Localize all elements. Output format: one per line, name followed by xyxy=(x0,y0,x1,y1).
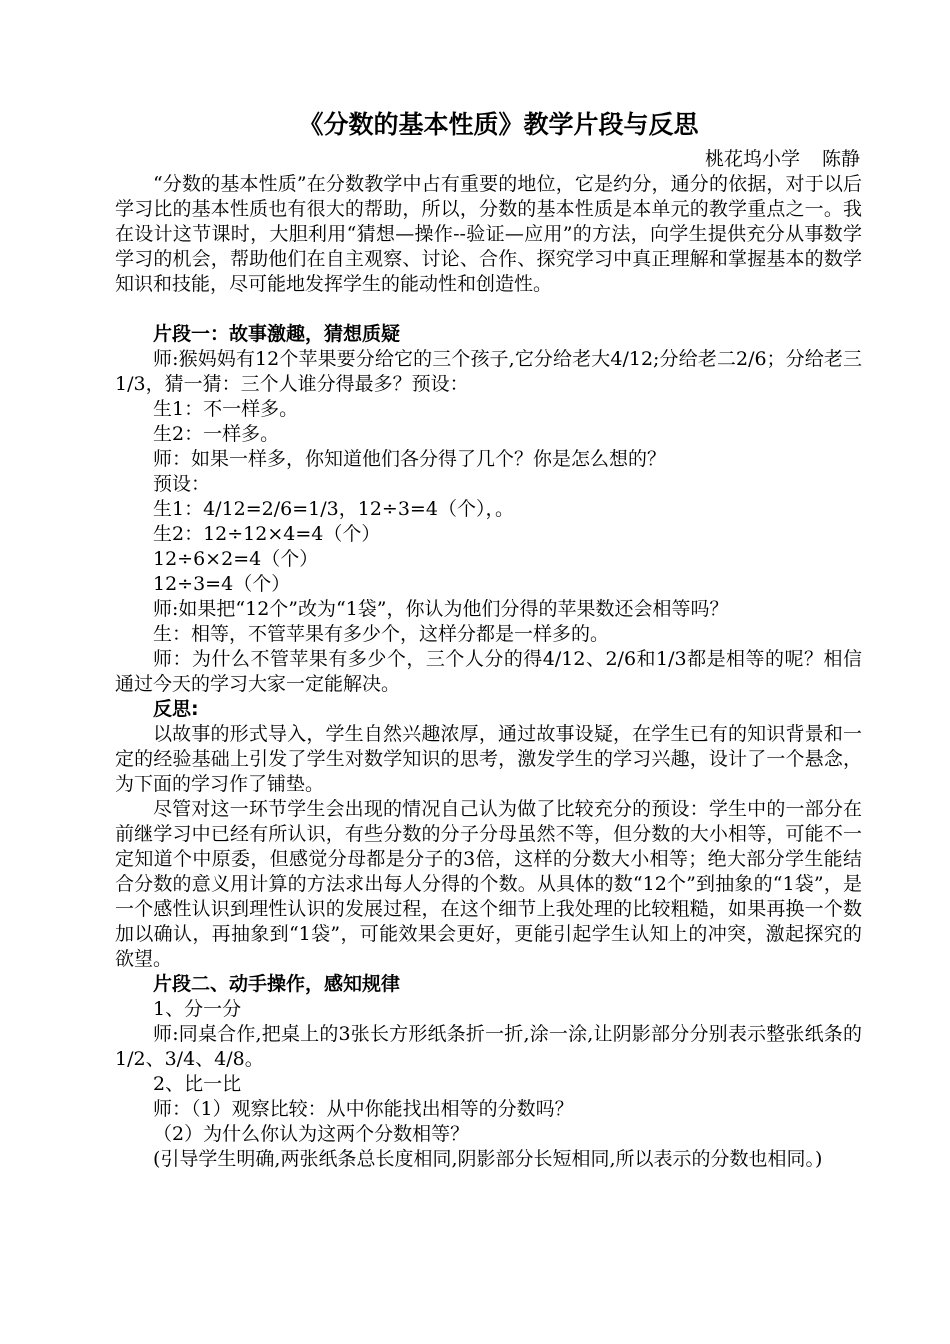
reflection-heading: 反思: xyxy=(153,698,199,720)
segment1-line: 师:如果把“12个”改为“1袋”，你认为他们分得的苹果数还会相等吗？ xyxy=(153,598,729,620)
segment1-line: 生2：12÷12×4=4（个） xyxy=(153,523,381,545)
segment1-line: 师:猴妈妈有12个苹果要分给它的三个孩子,它分给老大4/12;分给老二2/6；分给老三1/3，猜一猜：三个人谁分得最多？预设： xyxy=(115,348,862,395)
segment1-heading: 片段一：故事激趣，猜想质疑 xyxy=(153,323,401,345)
reflection-paragraph: 以故事的形式导入，学生自然兴趣浓厚，通过故事设疑，在学生已有的知识背景和一定的经验基础上引发了学生对数学知识的思考，激发学生的学习兴趣，设计了一个悬念，为下面的学习作了铺垫。 xyxy=(115,723,862,795)
segment1-line: 生1：4/12=2/6=1/3，12÷3=4（个），。 xyxy=(153,498,514,520)
segment2-step1: 1、分一分 xyxy=(153,998,242,1020)
segment2-heading: 片段二、动手操作，感知规律 xyxy=(153,973,401,995)
segment1-line: 生1：不一样多。 xyxy=(153,398,299,420)
segment2-question-1: 师：（1）观察比较：从中你能找出相等的分数吗？ xyxy=(153,1098,574,1120)
segment1-line: 12÷3=4（个） xyxy=(153,573,291,595)
intro-paragraph: “分数的基本性质”在分数教学中占有重要的地位，它是约分，通分的依据，对于以后学习比的基本性质也有很大的帮助，所以，分数的基本性质是本单元的教学重点之一。我在设计这节课时，大胆利用“猜想—操作--验证—应用”的方法，向学生提供充分从事数学学习的机会，帮助他们在自主观察、讨论、合作、探究学习中真正理解和掌握基本的数学知识和技能，尽可能地发挥学生的能动性和创造性。 xyxy=(115,173,862,295)
segment2-note: (引导学生明确,两张纸条总长度相同,阴影部分长短相同,所以表示的分数也相同。) xyxy=(153,1148,823,1170)
segment1-line: 生：相等，不管苹果有多少个，这样分都是一样多的。 xyxy=(153,623,610,645)
author-line xyxy=(115,147,862,172)
author-school: 桃花坞小学 xyxy=(704,148,800,170)
segment1-line: 师：如果一样多，你知道他们各分得了几个？你是怎么想的？ xyxy=(153,448,667,470)
segment1-line: 12÷6×2=4（个） xyxy=(153,548,319,570)
segment2-step2: 2、比一比 xyxy=(153,1073,242,1095)
segment1-line: 预设： xyxy=(153,473,211,495)
segment1-line: 师：为什么不管苹果有多少个，三个人分的得4/12、2/6和1/3都是相等的呢？相信通过今天的学习大家一定能解决。 xyxy=(115,648,862,695)
segment1-line: 生2：一样多。 xyxy=(153,423,280,445)
author-name: 陈静 xyxy=(821,148,860,170)
spacer xyxy=(115,297,862,322)
reflection-paragraph: 尽管对这一环节学生会出现的情况自己认为做了比较充分的预设：学生中的一部分在前继学习中已经有所认识，有些分数的分子分母虽然不等，但分数的大小相等，可能不一定知道个中原委，但感觉分母都是分子的3倍，这样的分数大小相等；绝大部分学生能结合分数的意义用计算的方法求出每人分得的个数。从具体的数“12个”到抽象的“1袋”，是一个感性认识到理性认识的发展过程，在这个细节上我处理的比较粗糙，如果再换一个数加以确认，再抽象到“1袋”，可能效果会更好，更能引起学生认知上的冲突，激起探究的欲望。 xyxy=(115,798,862,970)
segment2-step1-text: 师:同桌合作,把桌上的3张长方形纸条折一折,涂一涂,让阴影部分分别表示整张纸条的1/2、3/4、4/8。 xyxy=(115,1023,862,1070)
document-title: 《分数的基本性质》教学片段与反思 xyxy=(298,110,699,139)
segment2-question-2: （2）为什么你认为这两个分数相等？ xyxy=(153,1123,470,1145)
